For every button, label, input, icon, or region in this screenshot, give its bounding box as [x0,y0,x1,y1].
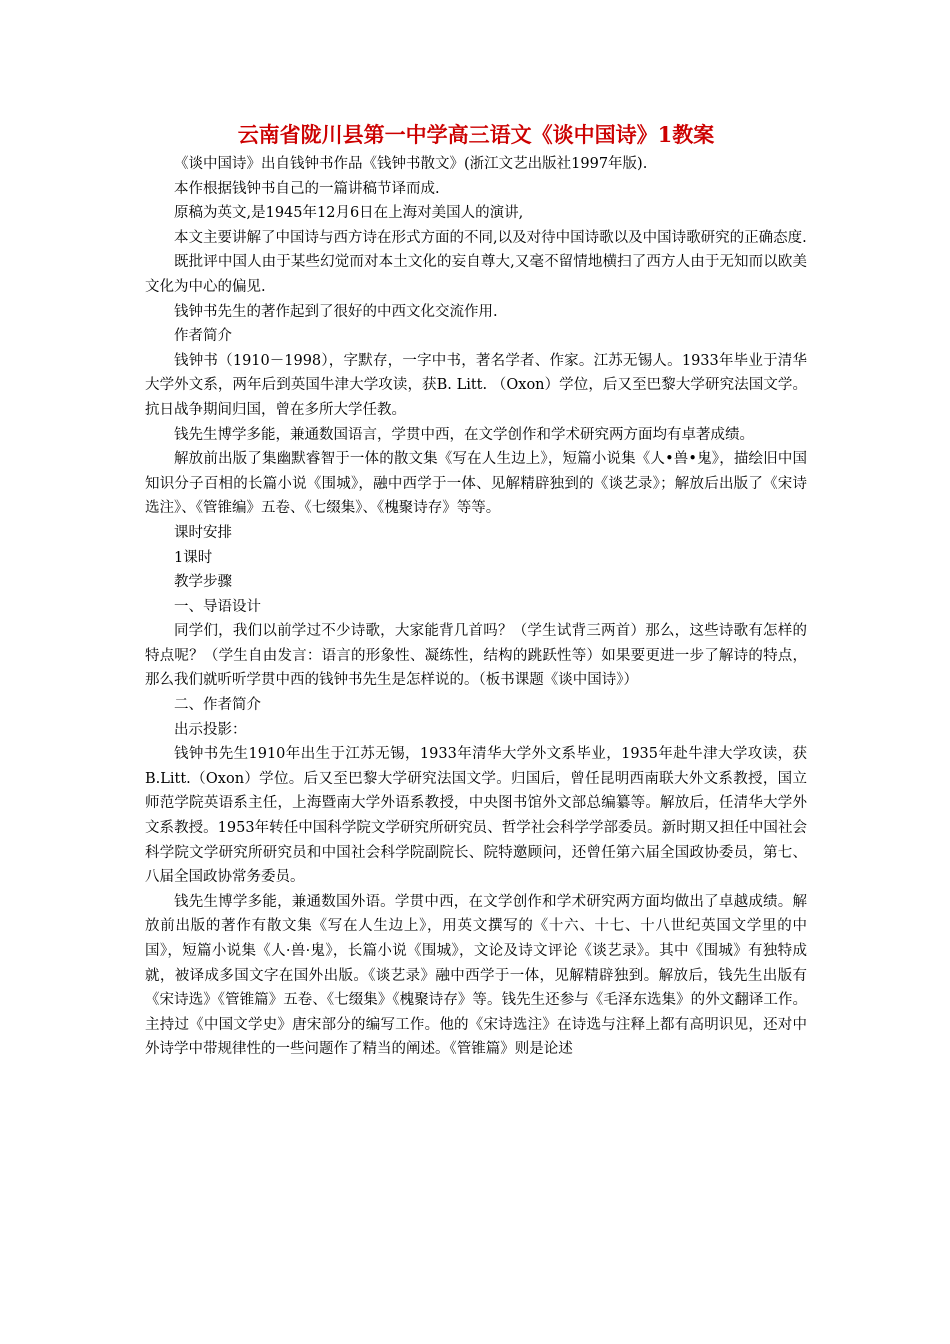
paragraph-main-idea: 本文主要讲解了中国诗与西方诗在形式方面的不同,以及对待中国诗歌以及中国诗歌研究的正确态度. [174,229,807,246]
paragraph-intro-design: 同学们，我们以前学过不少诗歌，大家能背几首吗？（学生试背三两首）那么，这些诗歌有怎样的特点呢？（学生自由发言：语言的形象性、凝练性，结构的跳跃性等）如果要更进一步了解诗的特点，那么我们就听听学贯中西的钱钟书先生是怎样说的。（板书课题《谈中国诗》） [145,623,807,689]
heading-class-schedule: 课时安排 [174,524,232,541]
paragraph-projection-works: 钱先生博学多能，兼通数国外语。学贯中西，在文学创作和学术研究两方面均做出了卓越成绩。解放前出版的著作有散文集《写在人生边上》，用英文撰写的《十六、十七、十八世纪英国文学里的中国》，短篇小说集《人·兽·鬼》，长篇小说《围城》，文论及诗文评论《谈艺录》。其中《围城》有独特成就，被译成多国文字在国外出版。《谈艺录》融中西学于一体，见解精辟独到。解放后，钱先生出版有《宋诗选》《管锥篇》五卷、《七缀集》《槐聚诗存》等。钱先生还参与《毛泽东选集》的外文翻译工作。主持过《中国文学史》唐宋部分的编写工作。他的《宋诗选注》在诗选与注释上都有高明识见，还对中外诗学中带规律性的一些问题作了精当的阐述。《管锥篇》则是论述 [145,893,807,1058]
paragraph-source: 《谈中国诗》出自钱钟书作品《钱钟书散文》(浙江文艺出版社1997年版). [174,156,648,172]
document-title: 云南省陇川县第一中学高三语文《谈中国诗》1教案 [237,122,715,147]
heading-teaching-steps: 教学步骤 [174,574,232,591]
text-show-projection: 出示投影： [174,721,247,738]
text-class-hours: 1课时 [174,549,213,566]
paragraph-author-works: 解放前出版了集幽默睿智于一体的散文集《写在人生边上》，短篇小说集《人•兽•鬼》，描绘旧中国知识分子百相的长篇小说《围城》，融中西学于一体、见解精辟独到的《谈艺录》；解放后出版了《宋诗选注》、《管锥编》五卷、《七缀集》、《槐聚诗存》等等。 [145,451,807,517]
document-page [145,118,807,1062]
paragraph-contribution: 钱钟书先生的著作起到了很好的中西文化交流作用. [174,303,498,320]
paragraph-original-draft: 原稿为英文,是1945年12月6日在上海对美国人的演讲, [174,205,524,222]
heading-author-intro: 作者简介 [174,328,232,345]
paragraph-criticism: 既批评中国人由于某些幻觉而对本土文化的妄自尊大,又毫不留情地横扫了西方人由于无知而以欧美文化为中心的偏见. [145,254,807,295]
paragraph-author-bio: 钱钟书（1910－1998），字默存，一字中书，著名学者、作家。江苏无锡人。1933年毕业于清华大学外文系，两年后到英国牛津大学攻读，获B. Litt. （Oxon）学位，后又至巴黎大学研究法国文学。抗日战争期间归国，曾在多所大学任教。 [145,352,807,418]
paragraph-origin: 本作根据钱钟书自己的一篇讲稿节译而成. [174,180,440,197]
paragraph-projection-bio: 钱钟书先生1910年出生于江苏无锡，1933年清华大学外文系毕业，1935年赴牛津大学攻读，获B.Litt.（Oxon）学位。后又至巴黎大学研究法国文学。归国后，曾任昆明西南联大外文系教授，国立师范学院英语系主任，上海暨南大学外语系教授，中央图书馆外文部总编纂等。解放后，任清华大学外文系教授。1953年转任中国科学院文学研究所研究员、哲学社会科学学部委员。新时期又担任中国社会科学院文学研究所研究员和中国社会科学院副院长、院特邀顾问，还曾任第六届全国政协委员，第七、八届全国政协常务委员。 [145,746,807,886]
heading-intro-design: 一、导语设计 [174,598,261,615]
heading-author-section: 二、作者简介 [174,697,261,714]
paragraph-author-skills: 钱先生博学多能，兼通数国语言，学贯中西，在文学创作和学术研究两方面均有卓著成绩。 [174,426,754,443]
